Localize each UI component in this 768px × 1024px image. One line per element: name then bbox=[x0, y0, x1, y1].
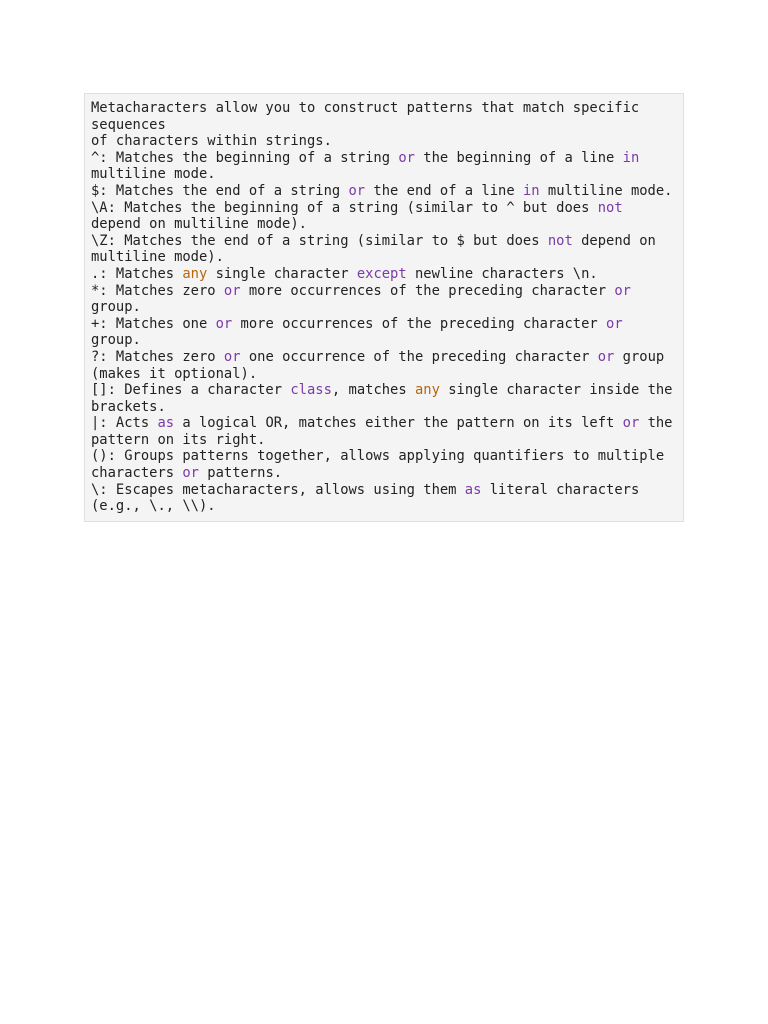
keyword-token: or bbox=[182, 465, 199, 482]
code-line bbox=[91, 249, 677, 266]
code-text: (makes it optional). bbox=[91, 365, 258, 382]
keyword-token: in bbox=[522, 182, 540, 199]
code-line bbox=[91, 299, 677, 316]
keyword-token: in bbox=[622, 149, 640, 166]
code-block bbox=[84, 93, 684, 522]
code-line bbox=[91, 498, 677, 515]
keyword-token: as bbox=[157, 415, 175, 432]
keyword-token: or bbox=[223, 282, 241, 299]
code-line bbox=[91, 332, 677, 349]
keyword-token: or bbox=[215, 315, 233, 332]
code-text: $: Matches the end of a string bbox=[91, 182, 349, 199]
builtin-token: any bbox=[182, 265, 208, 282]
code-line bbox=[91, 432, 677, 449]
code-text: group bbox=[614, 348, 665, 365]
code-text: []: Defines a character bbox=[91, 382, 291, 399]
keyword-token: as bbox=[464, 481, 482, 498]
code-text: the end of a line bbox=[365, 182, 523, 199]
keyword-token: or bbox=[606, 315, 623, 332]
code-text: multiline mode). bbox=[91, 249, 224, 266]
code-text: pattern on its right. bbox=[91, 431, 266, 448]
code-text: single character inside the bbox=[439, 382, 673, 399]
code-text: characters bbox=[91, 465, 183, 482]
code-text: |: Acts bbox=[91, 415, 158, 432]
code-line bbox=[91, 465, 677, 482]
code-text: of characters within strings. bbox=[91, 133, 332, 150]
code-text: (e.g., \., \\). bbox=[91, 498, 216, 515]
keyword-token: not bbox=[547, 232, 573, 249]
code-line bbox=[91, 266, 677, 283]
code-text: the beginning of a line bbox=[414, 149, 623, 166]
code-line bbox=[91, 349, 677, 366]
code-line bbox=[91, 399, 677, 416]
code-line bbox=[91, 482, 677, 499]
code-line bbox=[91, 382, 677, 399]
code-line bbox=[91, 233, 677, 250]
code-text: ^: Matches the beginning of a string bbox=[91, 149, 399, 166]
code-text: multiline mode. bbox=[91, 166, 216, 183]
code-line bbox=[91, 366, 677, 383]
code-text: *: Matches zero bbox=[91, 282, 224, 299]
code-line bbox=[91, 415, 677, 432]
code-text: group. bbox=[91, 299, 141, 316]
code-line bbox=[91, 150, 677, 167]
code-line bbox=[91, 183, 677, 200]
code-text: more occurrences of the preceding character bbox=[240, 282, 615, 299]
code-line bbox=[91, 200, 677, 217]
code-line bbox=[91, 133, 677, 150]
code-text: \: Escapes metacharacters, allows using them bbox=[91, 481, 465, 498]
code-text: Metacharacters allow you to construct patterns that match specific bbox=[91, 100, 640, 116]
code-line bbox=[91, 117, 677, 134]
keyword-token: or bbox=[597, 348, 615, 365]
code-text: patterns. bbox=[199, 465, 283, 482]
code-line bbox=[91, 316, 677, 333]
code-text: ?: Matches zero bbox=[91, 348, 224, 365]
keyword-token: or bbox=[622, 415, 640, 432]
code-line bbox=[91, 100, 677, 117]
code-text: , matches bbox=[331, 382, 415, 399]
code-text: a logical OR, matches either the pattern on its left bbox=[174, 415, 623, 432]
keyword-token: not bbox=[597, 199, 623, 216]
code-text: single character bbox=[207, 265, 357, 282]
code-text: +: Matches one bbox=[91, 315, 216, 332]
code-text: newline characters \n. bbox=[406, 265, 598, 282]
code-text: sequences bbox=[91, 116, 166, 133]
keyword-token: except bbox=[356, 265, 407, 282]
code-text: depend on bbox=[572, 232, 656, 249]
code-text: multiline mode. bbox=[539, 182, 673, 199]
code-text: brackets. bbox=[91, 398, 166, 415]
code-text: more occurrences of the preceding character bbox=[232, 315, 607, 332]
code-line bbox=[91, 216, 677, 233]
code-text: .: Matches bbox=[91, 265, 183, 282]
code-line bbox=[91, 283, 677, 300]
code-text: the bbox=[639, 415, 673, 432]
code-text: literal characters bbox=[481, 481, 640, 498]
code-text: group. bbox=[91, 332, 141, 349]
code-line bbox=[91, 448, 677, 465]
builtin-token: any bbox=[414, 382, 440, 399]
code-line bbox=[91, 166, 677, 183]
code-text: \A: Matches the beginning of a string (similar to ^ but does bbox=[91, 199, 598, 216]
keyword-token: or bbox=[614, 282, 631, 299]
code-text: one occurrence of the preceding character bbox=[240, 348, 598, 365]
code-text: \Z: Matches the end of a string (similar to $ but does bbox=[91, 232, 548, 249]
keyword-token: or bbox=[223, 348, 241, 365]
code-text: (): Groups patterns together, allows applying quantifiers to multiple bbox=[91, 448, 665, 465]
keyword-token: or bbox=[348, 182, 366, 199]
keyword-token: or bbox=[398, 149, 415, 166]
keyword-token: class bbox=[290, 382, 332, 399]
code-text: depend on multiline mode). bbox=[91, 216, 307, 233]
